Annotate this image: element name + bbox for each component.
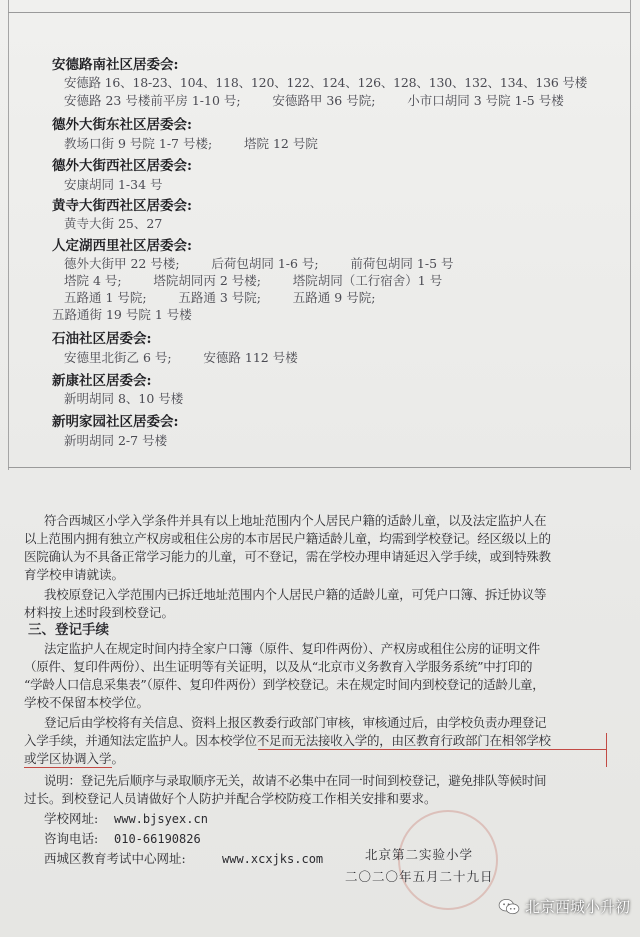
highlight-underline: [24, 767, 112, 768]
body-text: 登记后由学校将有关信息、资料上报区教委行政部门审核，审核通过后，由学校负责办理登记: [44, 715, 547, 730]
highlight-underline: [258, 749, 606, 750]
committee-address: 五路通 1 号院; 五路通 3 号院; 五路通 9 号院;: [64, 290, 376, 305]
body-text: 以上范围内拥有独立产权房或租住公房的本市居民户籍适龄儿童，均需到学校登记。经区级以上的: [24, 531, 551, 546]
watermark-text: 北京西城小升初: [524, 898, 630, 916]
wechat-icon: [498, 898, 520, 916]
committee-name: 德外大街西社区居委会:: [52, 158, 192, 174]
committee-address: 塔院 4 号; 塔院胡同丙 2 号楼; 塔院胡同（工行宿舍）1 号: [64, 273, 443, 288]
committee-address: 黄寺大街 25、27: [64, 216, 163, 231]
website-label: 学校网址:: [44, 811, 99, 826]
exam-center-link[interactable]: www.xcxjks.com: [222, 852, 324, 866]
school-website-link[interactable]: www.bjsyex.cn: [114, 812, 208, 826]
body-text: 入学手续，并通知法定监护人。因本校学位不足而无法接收入学的，由区教育行政部门在相邻学校: [24, 733, 551, 748]
body-text: 法定监护人在规定时间内持全家户口簿（原件、复印件两份）、产权房或租住公房的证明文件: [44, 641, 541, 656]
body-text: 学校不保留本校学位。: [24, 695, 150, 710]
committee-address: 安德路 23 号楼前平房 1-10 号; 安德路甲 36 号院; 小市口胡同 3 号院 1-5 号楼: [64, 93, 564, 108]
signature-date: 二〇二〇年五月二十九日: [345, 869, 494, 884]
committee-name: 人定湖西里社区居委会:: [52, 238, 192, 254]
committee-address: 新明胡同 8、10 号楼: [64, 391, 184, 406]
school-signature: 北京第二实验小学: [365, 847, 474, 862]
committee-address: 安康胡同 1-34 号: [64, 177, 163, 192]
committee-name: 德外大街东社区居委会:: [52, 117, 192, 133]
committee-address: 新明胡同 2-7 号楼: [64, 433, 168, 448]
body-text: “学龄人口信息采集表”（原件、复印件两份）到学校登记。未在规定时间内到校登记的适龄儿童，: [24, 677, 545, 692]
committee-address: 五路通街 19 号院 1 号楼: [52, 307, 192, 322]
committee-name: 新康社区居委会:: [52, 373, 152, 389]
committee-address: 教场口街 9 号院 1-7 号楼; 塔院 12 号院: [64, 136, 318, 151]
phone-number: 010-66190826: [114, 832, 201, 846]
body-text: 我校原登记入学范围内已拆迁地址范围内个人居民户籍的适龄儿童，可凭户口簿、拆迁协议等: [44, 587, 547, 602]
committee-address: 安德路 16、18-23、104、118、120、122、124、126、128、130、132、134、136 号楼: [64, 75, 588, 90]
committee-name: 新明家园社区居委会:: [52, 414, 179, 430]
table-rule: [8, 467, 630, 468]
phone-label: 咨询电话:: [44, 831, 99, 846]
body-text: 过长。到校登记人员请做好个人防护并配合学校防疫工作相关安排和要求。: [24, 791, 437, 806]
section-heading: 三、登记手续: [28, 622, 109, 638]
committee-name: 石油社区居委会:: [52, 331, 152, 347]
table-border-left: [8, 0, 9, 470]
committee-name: 黄寺大街西社区居委会:: [52, 198, 192, 214]
highlight-bracket: [606, 733, 607, 767]
table-rule: [8, 12, 630, 13]
body-text: 育学校申请就读。: [24, 567, 125, 582]
body-text: 材料按上述时段到校登记。: [24, 605, 175, 620]
body-text: 符合西城区小学入学条件并具有以上地址范围内个人居民户籍的适龄儿童，以及法定监护人在: [44, 513, 547, 528]
body-text: （原件、复印件两份）、出生证明等有关证明，以及从“北京市义务教育入学服务系统”中打印的: [24, 659, 533, 674]
committee-address: 德外大街甲 22 号楼; 后荷包胡同 1-6 号; 前荷包胡同 1-5 号: [64, 256, 454, 271]
table-border-right: [630, 0, 631, 470]
committee-address: 安德里北街乙 6 号; 安德路 112 号楼: [64, 350, 298, 365]
body-text: 说明：登记先后顺序与录取顺序无关，故请不必集中在同一时间到校登记，避免排队等候时间: [44, 773, 547, 788]
body-text: 或学区协调入学。: [24, 751, 125, 766]
watermark: [498, 896, 630, 917]
committee-name: 安德路南社区居委会:: [52, 57, 179, 73]
exam-center-label: 西城区教育考试中心网址:: [44, 851, 186, 866]
body-text: 医院确认为不具备正常学习能力的儿童，可不登记，需在学校办理申请延迟入学手续，或到特殊教: [24, 549, 551, 564]
